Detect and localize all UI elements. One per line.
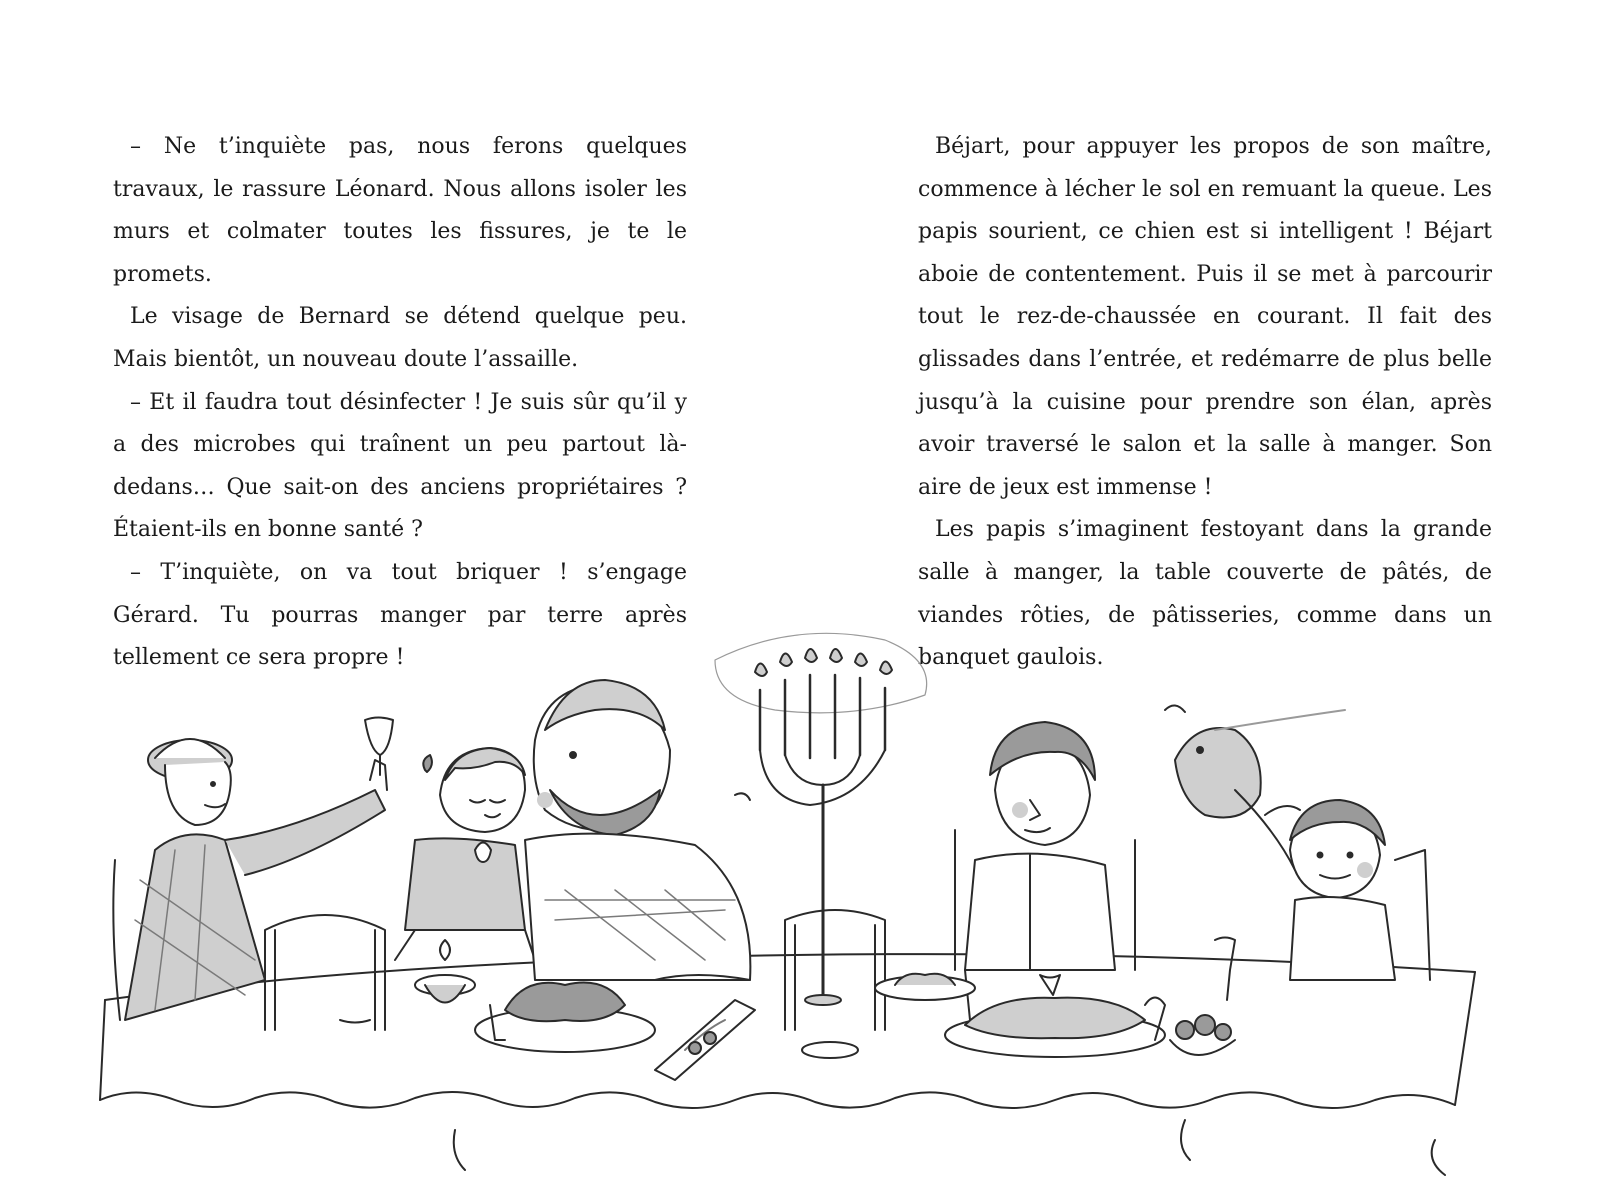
paragraph: – Ne t’inquiète pas, nous ferons quelques travaux, le rassure Léonard. Nous allons isoler les murs et colmater toutes les fissures, je te le promets.: [113, 134, 687, 287]
bearded-man: [525, 680, 750, 980]
curly-haired-man: [955, 722, 1135, 1020]
paragraph: – Et il faudra tout désinfecter ! Je suis sûr qu’il y a des microbes qui traînent un peu partout là-dedans… Que sait-on des anciens propriétaires ? Étaient-ils en bonne santé ?: [113, 389, 687, 543]
paragraph: Les papis s’imaginent festoyant dans la grande salle à manger, la table couverte de pâtés, de viandes rôties, de pâtisseries, comme dans un banquet gaulois.: [918, 517, 1492, 671]
child-figure: [1290, 800, 1430, 980]
paragraph: – T’inquiète, on va tout briquer ! s’engage Gérard. Tu pourras manger par terre après tellement ce sera propre !: [113, 559, 687, 671]
banquet-illustration: [95, 600, 1515, 1200]
paragraph: Béjart, pour appuyer les propos de son maître, commence à lécher le sol en remuant la queue. Les papis sourient, ce chien est si intelligent ! Béjart aboie de contentement. Puis il se met à parcourir tout le rez-de-chaussée en courant. Il fait des glissades dans l’entrée, et redémarre de plus belle jusqu’à la cuisine pour prendre son élan, après avoir traversé le salon et la salle à manger. Son aire de jeux est immense !: [918, 134, 1492, 500]
table-cloth: [100, 954, 1475, 1175]
left-page-text: [113, 126, 687, 680]
right-page-text: [918, 126, 1492, 680]
paragraph: Le visage de Bernard se détend quelque peu. Mais bientôt, un nouveau doute l’assaille.: [113, 304, 687, 372]
girl-with-bow: [395, 748, 535, 960]
